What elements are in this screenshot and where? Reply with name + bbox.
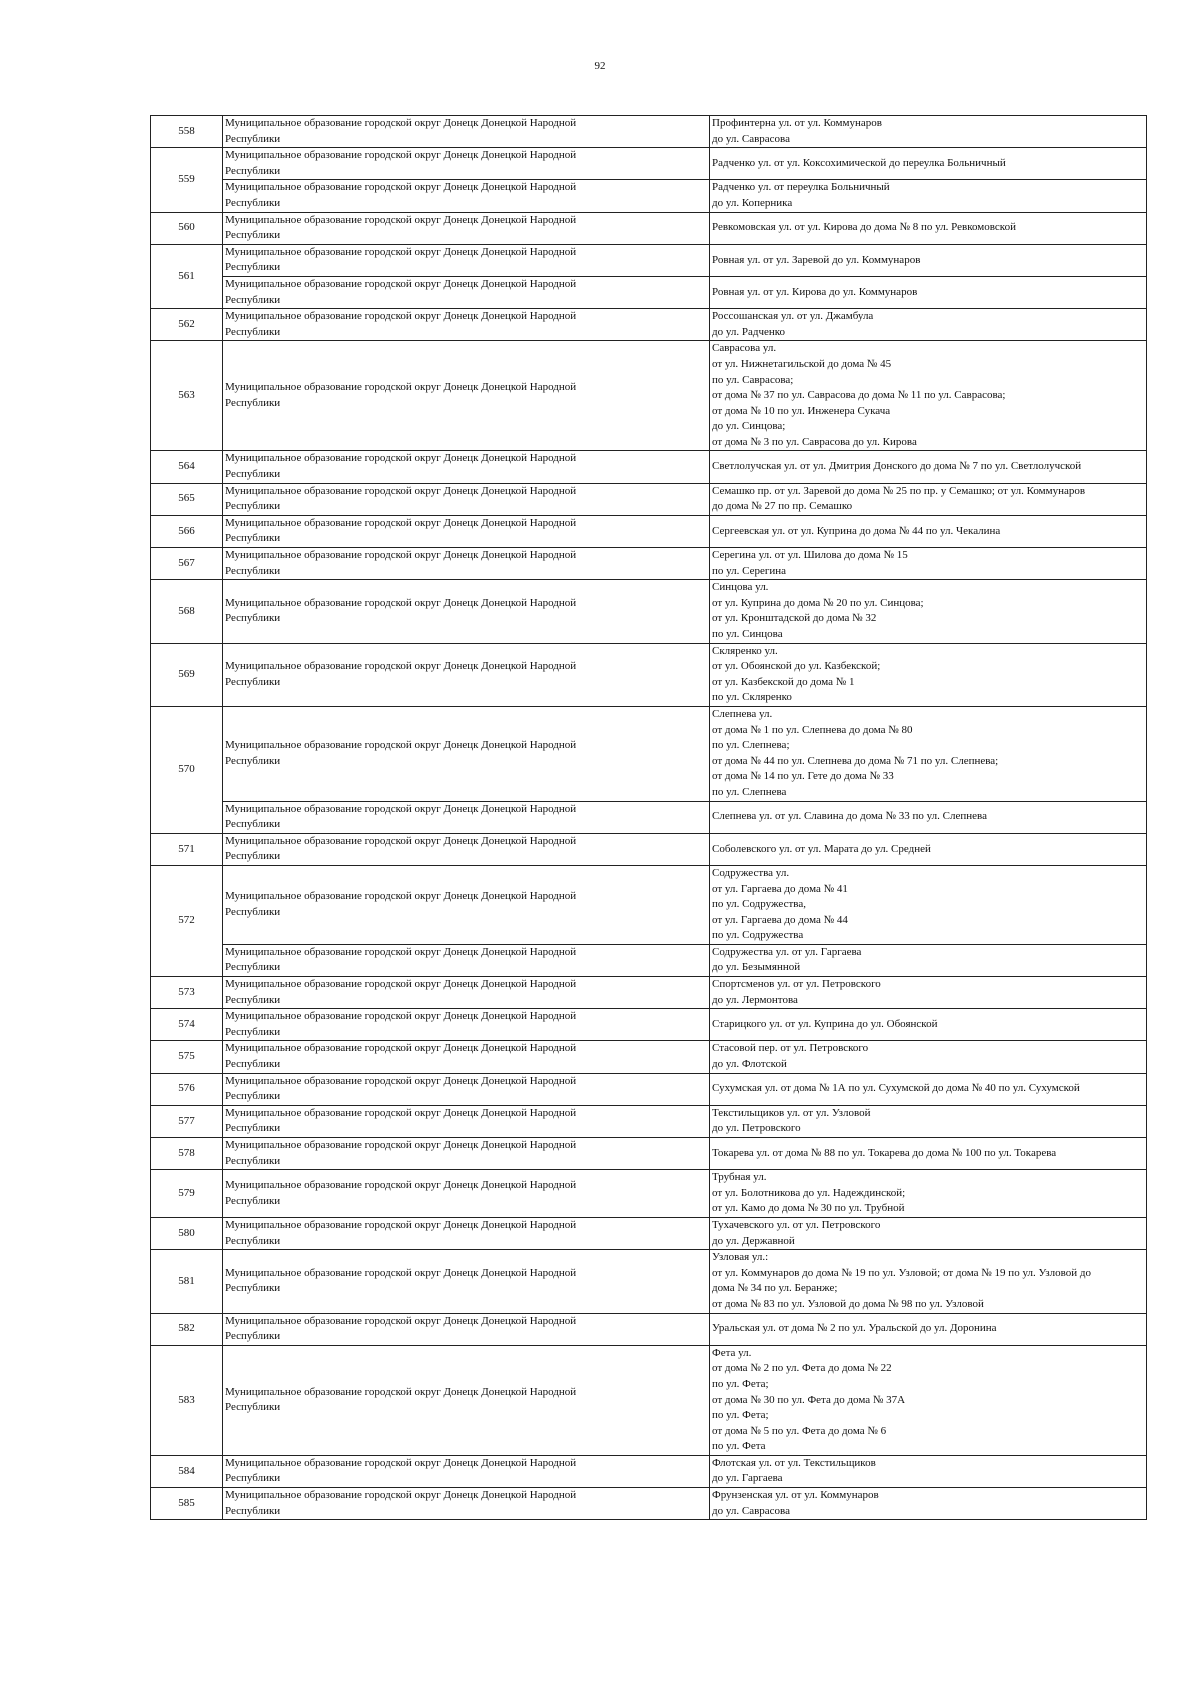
row-number: 581: [151, 1250, 223, 1313]
municipality-cell: Муниципальное образование городской округ Донецк Донецкой Народной Республики: [223, 801, 710, 833]
street-section-cell: Узловая ул.: от ул. Коммунаров до дома № 19 по ул. Узловой; от дома № 19 по ул. Узловой до дома № 34 по ул. Беранже; от дома № 83 по ул. Узловой до дома № 98 по ул. Узловой: [710, 1250, 1147, 1313]
table-row: [151, 515, 1147, 547]
street-section-cell: Серегина ул. от ул. Шилова до дома № 15 по ул. Серегина: [710, 548, 1147, 580]
table-row: [151, 1009, 1147, 1041]
row-number: 565: [151, 483, 223, 515]
row-number: 564: [151, 451, 223, 483]
street-section-cell: Сухумская ул. от дома № 1А по ул. Сухумской до дома № 40 по ул. Сухумской: [710, 1073, 1147, 1105]
table-row: [151, 341, 1147, 451]
municipality-cell: Муниципальное образование городской округ Донецк Донецкой Народной Республики: [223, 148, 710, 180]
street-section-cell: Профинтерна ул. от ул. Коммунаров до ул. Саврасова: [710, 116, 1147, 148]
table-row: [151, 1138, 1147, 1170]
municipality-cell: Муниципальное образование городской округ Донецк Донецкой Народной Республики: [223, 309, 710, 341]
municipality-cell: Муниципальное образование городской округ Донецк Донецкой Народной Республики: [223, 451, 710, 483]
municipality-cell: Муниципальное образование городской округ Донецк Донецкой Народной Республики: [223, 515, 710, 547]
row-number: 560: [151, 212, 223, 244]
street-section-cell: Уральская ул. от дома № 2 по ул. Уральской до ул. Доронина: [710, 1313, 1147, 1345]
street-section-cell: Соболевского ул. от ул. Марата до ул. Средней: [710, 833, 1147, 865]
table-row: [151, 1345, 1147, 1455]
streets-table-body: [151, 116, 1147, 1520]
table-row: [151, 865, 1147, 944]
table-row: [151, 1041, 1147, 1073]
municipality-cell: Муниципальное образование городской округ Донецк Донецкой Народной Республики: [223, 865, 710, 944]
municipality-cell: Муниципальное образование городской округ Донецк Донецкой Народной Республики: [223, 1009, 710, 1041]
table-row: [151, 1170, 1147, 1218]
street-section-cell: Текстильщиков ул. от ул. Узловой до ул. Петровского: [710, 1105, 1147, 1137]
table-row: [151, 548, 1147, 580]
municipality-cell: Муниципальное образование городской округ Донецк Донецкой Народной Республики: [223, 1313, 710, 1345]
row-number: 579: [151, 1170, 223, 1218]
municipality-cell: Муниципальное образование городской округ Донецк Донецкой Народной Республики: [223, 276, 710, 308]
municipality-cell: Муниципальное образование городской округ Донецк Донецкой Народной Республики: [223, 706, 710, 801]
table-row: [151, 944, 1147, 976]
table-row: [151, 116, 1147, 148]
table-row: [151, 309, 1147, 341]
row-number: 559: [151, 148, 223, 212]
municipality-cell: Муниципальное образование городской округ Донецк Донецкой Народной Республики: [223, 548, 710, 580]
street-section-cell: Радченко ул. от ул. Коксохимической до переулка Больничный: [710, 148, 1147, 180]
table-row: [151, 1105, 1147, 1137]
municipality-cell: Муниципальное образование городской округ Донецк Донецкой Народной Республики: [223, 1250, 710, 1313]
street-section-cell: Слепнева ул. от ул. Славина до дома № 33 по ул. Слепнева: [710, 801, 1147, 833]
street-section-cell: Сергеевская ул. от ул. Куприна до дома № 44 по ул. Чекалина: [710, 515, 1147, 547]
row-number: 572: [151, 865, 223, 976]
row-number: 576: [151, 1073, 223, 1105]
street-section-cell: Слепнева ул. от дома № 1 по ул. Слепнева до дома № 80 по ул. Слепнева; от дома № 44 по ул. Слепнева до дома № 71 по ул. Слепнева; от дома № 14 по ул. Гете до дома № 33 по ул. Слепнева: [710, 706, 1147, 801]
street-section-cell: Содружества ул. от ул. Гаргаева до ул. Безымянной: [710, 944, 1147, 976]
row-number: 567: [151, 548, 223, 580]
table-row: [151, 276, 1147, 308]
street-section-cell: Токарева ул. от дома № 88 по ул. Токарева до дома № 100 по ул. Токарева: [710, 1138, 1147, 1170]
municipality-cell: Муниципальное образование городской округ Донецк Донецкой Народной Республики: [223, 483, 710, 515]
municipality-cell: Муниципальное образование городской округ Донецк Донецкой Народной Республики: [223, 833, 710, 865]
municipality-cell: Муниципальное образование городской округ Донецк Донецкой Народной Республики: [223, 1073, 710, 1105]
street-section-cell: Тухачевского ул. от ул. Петровского до ул. Державной: [710, 1217, 1147, 1249]
municipality-cell: Муниципальное образование городской округ Донецк Донецкой Народной Республики: [223, 1170, 710, 1218]
table-row: [151, 1073, 1147, 1105]
table-row: [151, 643, 1147, 706]
table-row: [151, 1313, 1147, 1345]
row-number: 561: [151, 244, 223, 308]
page-number: 92: [594, 60, 606, 72]
row-number: 573: [151, 977, 223, 1009]
municipality-cell: Муниципальное образование городской округ Донецк Донецкой Народной Республики: [223, 1105, 710, 1137]
table-row: [151, 1250, 1147, 1313]
street-section-cell: Ровная ул. от ул. Заревой до ул. Коммунаров: [710, 244, 1147, 276]
row-number: 585: [151, 1488, 223, 1520]
municipality-cell: Муниципальное образование городской округ Донецк Донецкой Народной Республики: [223, 1455, 710, 1487]
table-row: [151, 1455, 1147, 1487]
street-section-cell: Ровная ул. от ул. Кирова до ул. Коммунаров: [710, 276, 1147, 308]
street-section-cell: Фрунзенская ул. от ул. Коммунаров до ул. Саврасова: [710, 1488, 1147, 1520]
municipality-cell: Муниципальное образование городской округ Донецк Донецкой Народной Республики: [223, 944, 710, 976]
street-section-cell: Фета ул. от дома № 2 по ул. Фета до дома № 22 по ул. Фета; от дома № 30 по ул. Фета до дома № 37А по ул. Фета; от дома № 5 по ул. Фета до дома № 6 по ул. Фета: [710, 1345, 1147, 1455]
row-number: 580: [151, 1217, 223, 1249]
street-section-cell: Светлолучская ул. от ул. Дмитрия Донского до дома № 7 по ул. Светлолучской: [710, 451, 1147, 483]
row-number: 569: [151, 643, 223, 706]
table-row: [151, 180, 1147, 212]
table-row: [151, 1217, 1147, 1249]
table-row: [151, 212, 1147, 244]
row-number: 558: [151, 116, 223, 148]
row-number: 583: [151, 1345, 223, 1455]
row-number: 575: [151, 1041, 223, 1073]
street-section-cell: Скляренко ул. от ул. Обоянской до ул. Казбекской; от ул. Казбекской до дома № 1 по ул. Скляренко: [710, 643, 1147, 706]
row-number: 578: [151, 1138, 223, 1170]
municipality-cell: Муниципальное образование городской округ Донецк Донецкой Народной Республики: [223, 116, 710, 148]
row-number: 568: [151, 580, 223, 643]
row-number: 570: [151, 706, 223, 833]
table-row: [151, 244, 1147, 276]
row-number: 584: [151, 1455, 223, 1487]
street-section-cell: Россошанская ул. от ул. Джамбула до ул. Радченко: [710, 309, 1147, 341]
street-section-cell: Саврасова ул. от ул. Нижнетагильской до дома № 45 по ул. Саврасова; от дома № 37 по ул. Саврасова до дома № 11 по ул. Саврасова; от дома № 10 по ул. Инженера Сукача до ул. Синцова; от дома № 3 по ул. Саврасова до ул. Кирова: [710, 341, 1147, 451]
municipality-cell: Муниципальное образование городской округ Донецк Донецкой Народной Республики: [223, 1138, 710, 1170]
row-number: 563: [151, 341, 223, 451]
street-section-cell: Трубная ул. от ул. Болотникова до ул. Надеждинской; от ул. Камо до дома № 30 по ул. Трубной: [710, 1170, 1147, 1218]
municipality-cell: Муниципальное образование городской округ Донецк Донецкой Народной Республики: [223, 580, 710, 643]
street-section-cell: Радченко ул. от переулка Больничный до ул. Коперника: [710, 180, 1147, 212]
municipality-cell: Муниципальное образование городской округ Донецк Донецкой Народной Республики: [223, 180, 710, 212]
row-number: 582: [151, 1313, 223, 1345]
street-section-cell: Семашко пр. от ул. Заревой до дома № 25 по пр. у Семашко; от ул. Коммунаров до дома № 27 по пр. Семашко: [710, 483, 1147, 515]
street-section-cell: Спортсменов ул. от ул. Петровского до ул. Лермонтова: [710, 977, 1147, 1009]
table-row: [151, 580, 1147, 643]
table-row: [151, 833, 1147, 865]
street-section-cell: Синцова ул. от ул. Куприна до дома № 20 по ул. Синцова; от ул. Кронштадской до дома № 32 по ул. Синцова: [710, 580, 1147, 643]
table-row: [151, 801, 1147, 833]
row-number: 574: [151, 1009, 223, 1041]
table-row: [151, 706, 1147, 801]
table-row: [151, 148, 1147, 180]
row-number: 566: [151, 515, 223, 547]
municipality-cell: Муниципальное образование городской округ Донецк Донецкой Народной Республики: [223, 1488, 710, 1520]
street-section-cell: Флотская ул. от ул. Текстильщиков до ул. Гаргаева: [710, 1455, 1147, 1487]
row-number: 577: [151, 1105, 223, 1137]
municipality-cell: Муниципальное образование городской округ Донецк Донецкой Народной Республики: [223, 643, 710, 706]
street-section-cell: Старицкого ул. от ул. Куприна до ул. Обоянской: [710, 1009, 1147, 1041]
street-section-cell: Содружества ул. от ул. Гаргаева до дома № 41 по ул. Содружества, от ул. Гаргаева до дома № 44 по ул. Содружества: [710, 865, 1147, 944]
municipality-cell: Муниципальное образование городской округ Донецк Донецкой Народной Республики: [223, 977, 710, 1009]
row-number: 562: [151, 309, 223, 341]
row-number: 571: [151, 833, 223, 865]
municipality-cell: Муниципальное образование городской округ Донецк Донецкой Народной Республики: [223, 341, 710, 451]
street-section-cell: Ревкомовская ул. от ул. Кирова до дома № 8 по ул. Ревкомовской: [710, 212, 1147, 244]
street-section-cell: Стасовой пер. от ул. Петровского до ул. Флотской: [710, 1041, 1147, 1073]
municipality-cell: Муниципальное образование городской округ Донецк Донецкой Народной Республики: [223, 1345, 710, 1455]
municipality-cell: Муниципальное образование городской округ Донецк Донецкой Народной Республики: [223, 1041, 710, 1073]
table-row: [151, 977, 1147, 1009]
municipality-cell: Муниципальное образование городской округ Донецк Донецкой Народной Республики: [223, 212, 710, 244]
table-row: [151, 1488, 1147, 1520]
streets-table: [150, 115, 1147, 1520]
municipality-cell: Муниципальное образование городской округ Донецк Донецкой Народной Республики: [223, 244, 710, 276]
table-row: [151, 483, 1147, 515]
municipality-cell: Муниципальное образование городской округ Донецк Донецкой Народной Республики: [223, 1217, 710, 1249]
table-row: [151, 451, 1147, 483]
